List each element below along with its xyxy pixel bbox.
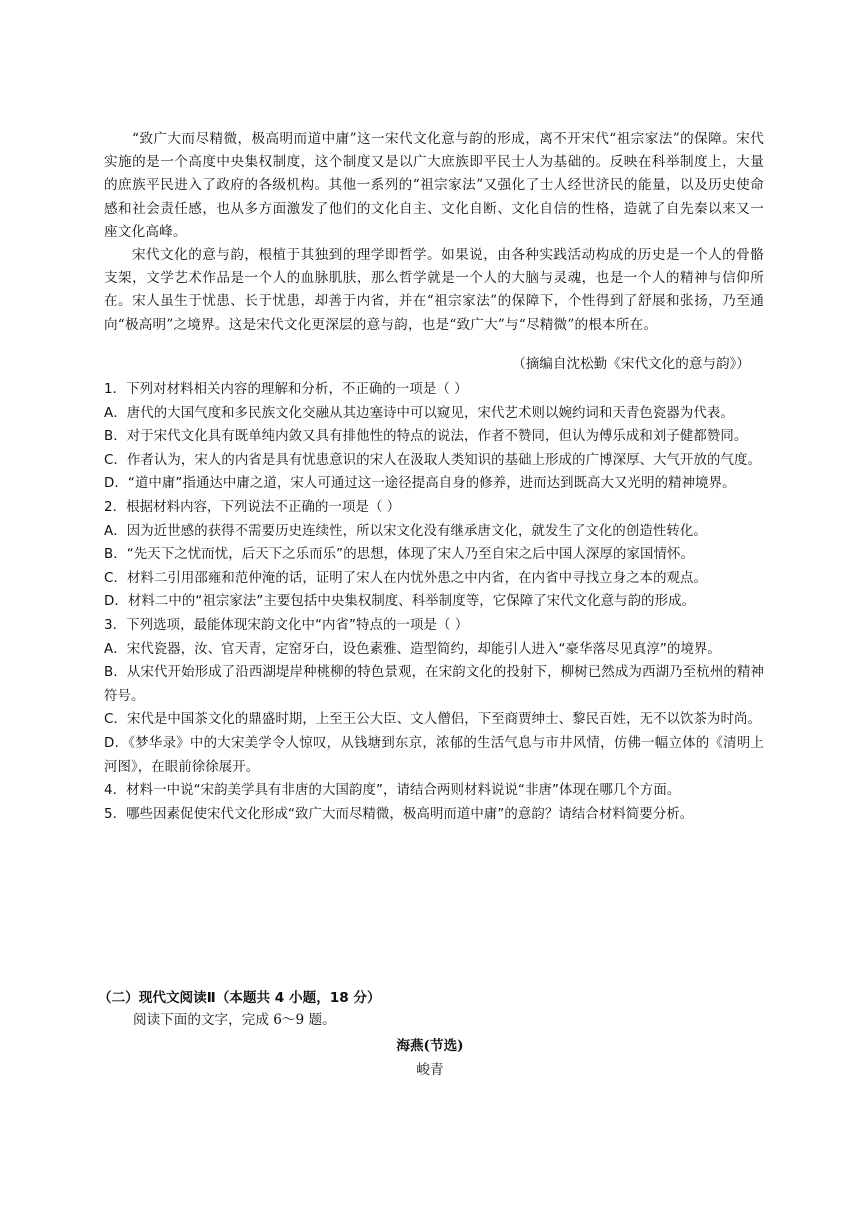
- question-1: 1．下列对材料相关内容的理解和分析，不正确的一项是（ ）: [104, 382, 468, 397]
- question-1-option-c: C．作者认为，宋人的内省是具有忧患意识的宋人在汲取人类知识的基础上形成的广博深厚、大气开放的气度。: [104, 452, 761, 468]
- question-3-option-a: A．宋代瓷器，汝、官天青，定窑牙白，设色素雅、造型简约，却能引人进入“豪华落尽见真淳”的境界。: [104, 641, 721, 657]
- question-1-option-b: B．对于宋代文化具有既单纯内敛又具有排他性的特点的说法，作者不赞同，但认为傅乐成和刘子健都赞同。: [104, 429, 748, 445]
- questions-block: [104, 378, 764, 826]
- question-2: 2．根据材料内容，下列说法不正确的一项是（ ）: [104, 499, 401, 515]
- question-2-option-b: B．“先天下之忧而忧，后天下之乐而乐”的思想，体现了宋人乃至自宋之后中国人深厚的家国情怀。: [104, 547, 694, 563]
- passage-source: （摘编自沈松勤《宋代文化的意与韵》）: [512, 356, 750, 372]
- passage-paragraph-2: 宋代文化的意与韵，根植于其独到的理学即哲学。如果说，由各种实践活动构成的历史是一个人的骨骼支架，文学艺术作品是一个人的血脉肌肤，那么哲学就是一个人的大脑与灵魂，也是一个人的精神与信仰所在。宋人虽生于忧患、长于忧患，却善于内省，并在“祖宗家法”的保障下，个性得到了舒展和张扬，乃至通向“极高明”之境界。这是宋代文化更深层的意与韵，也是“致广大”与“尽精微”的根本所在。: [104, 247, 764, 333]
- section-instruction: 阅读下面的文字，完成 6～9 题。: [133, 1012, 336, 1028]
- question-4: 4．材料一中说“宋韵美学具有非唐的大国韵度”，请结合两则材料说说“非唐”体现在哪几个方面。: [104, 783, 681, 799]
- section-heading: （二）现代文阅读Ⅱ（本题共 4 小题，18 分）: [98, 990, 381, 1006]
- question-5: 5．哪些因素促使宋代文化形成“致广大而尽精微，极高明而道中庸”的意韵？请结合材料简要分析。: [104, 806, 694, 822]
- passage-paragraph-1: “致广大而尽精微，极高明而道中庸”这一宋代文化意与韵的形成，离不开宋代“祖宗家法”的保障。宋代实施的是一个高度中央集权制度，这个制度又是以广大庶族即平民士人为基础的。反映在科举制度上，大量的庶族平民进入了政府的各级机构。其他一系列的“祖宗家法”又强化了士人经世济民的能量，以及历史使命感和社会责任感，也从多方面激发了他们的文化自主、文化自断、文化自信的性格，造就了自先秦以来又一座文化高峰。: [104, 131, 764, 240]
- question-3-option-d: D．《梦华录》中的大宋美学令人惊叹，从钱塘到东京，浓郁的生活气息与市井风情，仿佛一幅立体的《清明上河图》，在眼前徐徐展开。: [104, 735, 764, 775]
- question-2-option-d: D．材料二中的“祖宗家法”主要包括中央集权制度、科举制度等，它保障了宋代文化意与韵的形成。: [104, 594, 696, 610]
- question-1-option-a: A．唐代的大国气度和多民族文化交融从其边塞诗中可以窥见，宋代艺术则以婉约词和天青色瓷器为代表。: [104, 405, 734, 421]
- question-2-option-c: C．材料二引用邵雍和范仲淹的话，证明了宋人在内忧外患之中内省，在内省中寻找立身之本的观点。: [104, 570, 708, 586]
- question-3-option-c: C．宋代是中国茶文化的鼎盛时期，上至王公大臣、文人僧侣，下至商贾绅士、黎民百姓，无不以饮茶为时尚。: [104, 712, 761, 728]
- question-3-option-b: B．从宋代开始形成了沿西湖堤岸种桃柳的特色景观，在宋韵文化的投射下，柳树已然成为西湖乃至杭州的精神符号。: [104, 665, 764, 704]
- question-3: 3．下列选项，最能体现宋韵文化中“内省”特点的一项是（ ）: [104, 617, 469, 633]
- article-title: 海燕(节选): [396, 1038, 464, 1054]
- question-1-option-d: D．“道中庸”指通达中庸之道，宋人可通过这一途径提高自身的修养，进而达到既高大又光明的精神境界。: [104, 476, 736, 492]
- question-2-option-a: A．因为近世感的获得不需要历史连续性，所以宋文化没有继承唐文化，就发生了文化的创造性转化。: [104, 523, 707, 539]
- article-author: 峻青: [416, 1062, 444, 1078]
